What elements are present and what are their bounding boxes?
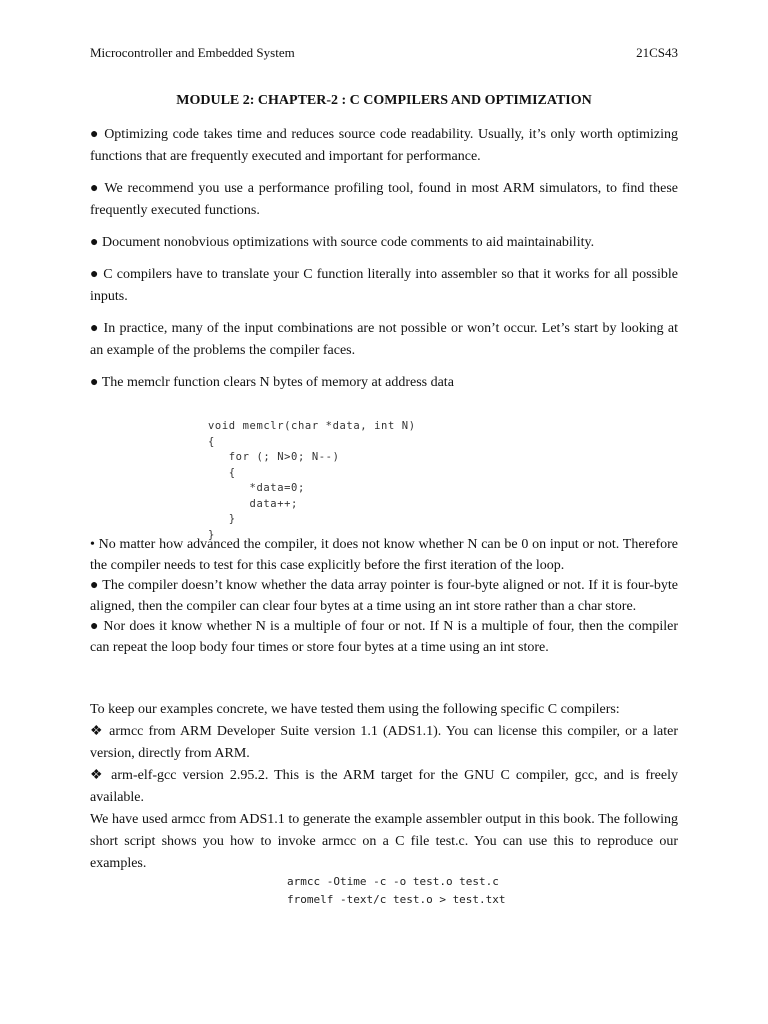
- compiler-item: ❖ armcc from ARM Developer Suite version 1.1 (ADS1.1). You can license this compiler, or a later version, directly from ARM.: [90, 724, 678, 761]
- chapter-title: MODULE 2: CHAPTER-2 : C COMPILERS AND OPTIMIZATION: [176, 93, 592, 108]
- closing-paragraph: We have used armcc from ADS1.1 to generate the example assembler output in this book. The following short script shows you how to invoke armcc on a C file test.c. You can use this to reproduce our examples.: [90, 812, 678, 871]
- code-line: for (; N>0; N--): [208, 451, 340, 463]
- bullet-paragraph: ● Optimizing code takes time and reduces source code readability. Usually, it’s only worth optimizing functions that are frequently executed and important for performance.: [90, 127, 678, 164]
- memclr-code-figure: [208, 419, 416, 543]
- header-course-code: 21CS43: [636, 45, 678, 60]
- armcc-script-figure: [287, 873, 506, 909]
- page-header: [90, 45, 678, 61]
- script-line: armcc -Otime -c -o test.o test.c: [287, 875, 499, 888]
- code-line: {: [208, 466, 236, 479]
- code-line: }: [208, 513, 236, 525]
- bullet-paragraph: ● C compilers have to translate your C function literally into assembler so that it works for all possible inputs.: [90, 267, 678, 304]
- header-course-title: Microcontroller and Embedded System: [90, 45, 295, 60]
- script-line: fromelf -text/c test.o > test.txt: [287, 893, 506, 906]
- bullet-paragraph: • No matter how advanced the compiler, it does not know whether N can be 0 on input or not. Therefore the compiler needs to test for this case explicitly before the first iteration of the loop.: [90, 537, 678, 573]
- compilers-intro: To keep our examples concrete, we have tested them using the following specific C compilers:: [90, 702, 620, 717]
- bullet-paragraph: ● Document nonobvious optimizations with source code comments to aid maintainability.: [90, 235, 595, 250]
- code-line: void memclr(char *data, int N): [208, 420, 416, 432]
- bullet-paragraph: ● We recommend you use a performance profiling tool, found in most ARM simulators, to find these frequently executed functions.: [90, 181, 678, 218]
- intro-bullets: [90, 124, 678, 394]
- compiler-limitation-bullets: [90, 535, 678, 659]
- code-line: data++;: [208, 497, 298, 510]
- code-line: }: [208, 528, 215, 541]
- code-line: {: [208, 435, 215, 448]
- compiler-item: ❖ arm-elf-gcc version 2.95.2. This is the ARM target for the GNU C compiler, gcc, and is freely available.: [90, 768, 678, 805]
- bullet-paragraph: ● The memclr function clears N bytes of memory at address data: [90, 375, 454, 390]
- code-line: *data=0;: [208, 482, 305, 494]
- bullet-paragraph: ● Nor does it know whether N is a multiple of four or not. If N is a multiple of four, then the compiler can repeat the loop body four times or store four bytes at a time using an int store.: [90, 619, 678, 655]
- bullet-paragraph: ● The compiler doesn’t know whether the data array pointer is four-byte aligned or not. If it is four-byte aligned, then the compiler can clear four bytes at a time using an int store rather than a char store.: [90, 578, 678, 614]
- compilers-section: [90, 699, 678, 875]
- bullet-paragraph: ● In practice, many of the input combinations are not possible or won’t occur. Let’s start by looking at an example of the problems the compiler faces.: [90, 321, 678, 358]
